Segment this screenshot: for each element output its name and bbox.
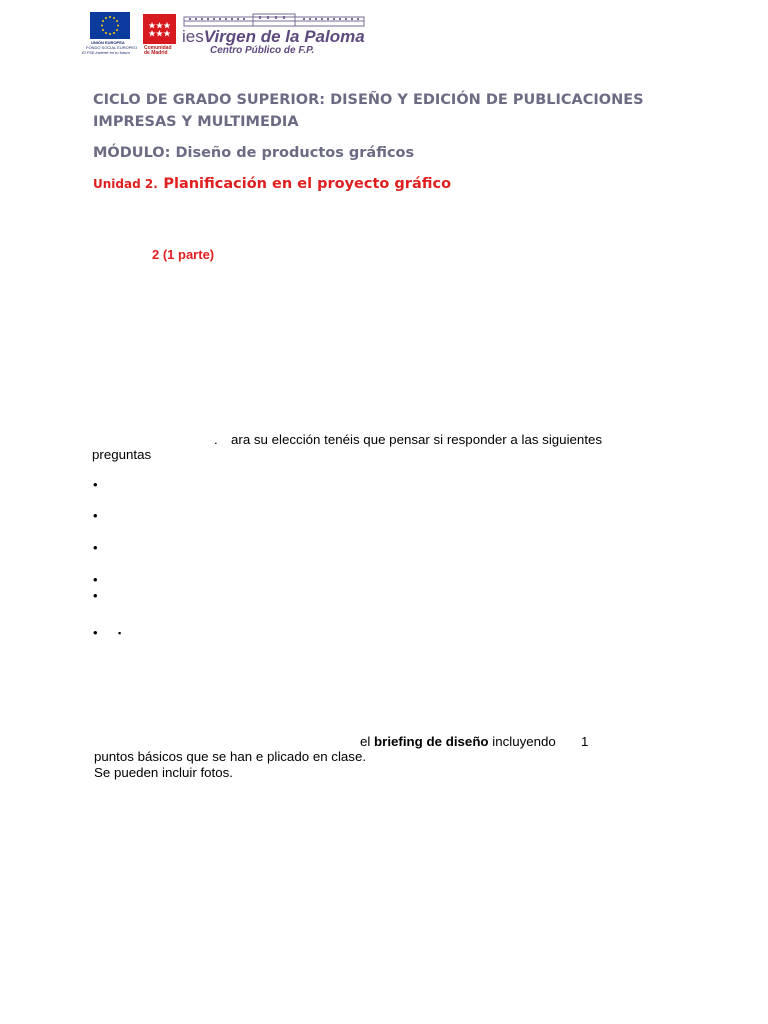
unit-heading bbox=[93, 173, 451, 192]
briefing-line1 bbox=[360, 734, 556, 749]
list-bullet: • bbox=[93, 508, 98, 523]
eu-text-fund: FONDO SOCIAL EUROPEO bbox=[86, 45, 138, 50]
school-subtitle: Centro Público de F.P. bbox=[210, 45, 315, 56]
sub-bullet: ▪ bbox=[118, 628, 122, 638]
list-bullet: • bbox=[93, 477, 98, 492]
briefing-number: 1 bbox=[581, 734, 589, 749]
list-bullet: • bbox=[93, 588, 98, 603]
list-bullet: • bbox=[93, 625, 98, 640]
part-label: 2 (1 parte) bbox=[152, 247, 215, 262]
paragraph-line1: ara su elección tenéis que pensar si responder a las siguientes bbox=[231, 432, 603, 447]
paragraph-line2: preguntas bbox=[92, 447, 152, 462]
eu-text-union: UNIÓN EUROPEA bbox=[91, 40, 125, 45]
comunidad-madrid-logo bbox=[143, 14, 177, 56]
list-bullet: • bbox=[93, 572, 98, 587]
school-title: Virgen de la Paloma bbox=[203, 27, 365, 46]
school-building-icon bbox=[183, 13, 365, 27]
module-title: MÓDULO: Diseño de productos gráficos bbox=[93, 145, 415, 161]
briefing-bold: briefing de diseño bbox=[374, 734, 489, 749]
briefing-suffix: incluyendo bbox=[488, 734, 556, 749]
unit-label: Unidad 2. bbox=[93, 177, 158, 191]
school-name bbox=[182, 27, 365, 47]
list-bullet: • bbox=[93, 540, 98, 555]
cm-text-2: de Madrid bbox=[144, 50, 168, 56]
madrid-stars-icon bbox=[143, 14, 176, 44]
cm-text-1: Comunidad bbox=[144, 45, 172, 51]
briefing-line2: puntos básicos que se han e plicado en clase. bbox=[94, 749, 367, 764]
course-title-line1: CICLO DE GRADO SUPERIOR: DISEÑO Y EDICIÓN DE PUBLICACIONES bbox=[93, 92, 644, 108]
paragraph-dot: . bbox=[214, 432, 218, 447]
briefing-line3: Se pueden incluir fotos. bbox=[94, 765, 233, 780]
school-prefix: ies bbox=[182, 27, 204, 46]
unit-title: Planificación en el proyecto gráfico bbox=[163, 176, 452, 192]
course-title-line2: IMPRESAS Y MULTIMEDIA bbox=[93, 114, 299, 130]
eu-text-slogan: El FSE invierte en tu futuro bbox=[82, 50, 130, 55]
eu-stars-icon bbox=[90, 12, 130, 39]
eu-logo bbox=[80, 12, 138, 58]
briefing-prefix: el bbox=[360, 734, 375, 749]
